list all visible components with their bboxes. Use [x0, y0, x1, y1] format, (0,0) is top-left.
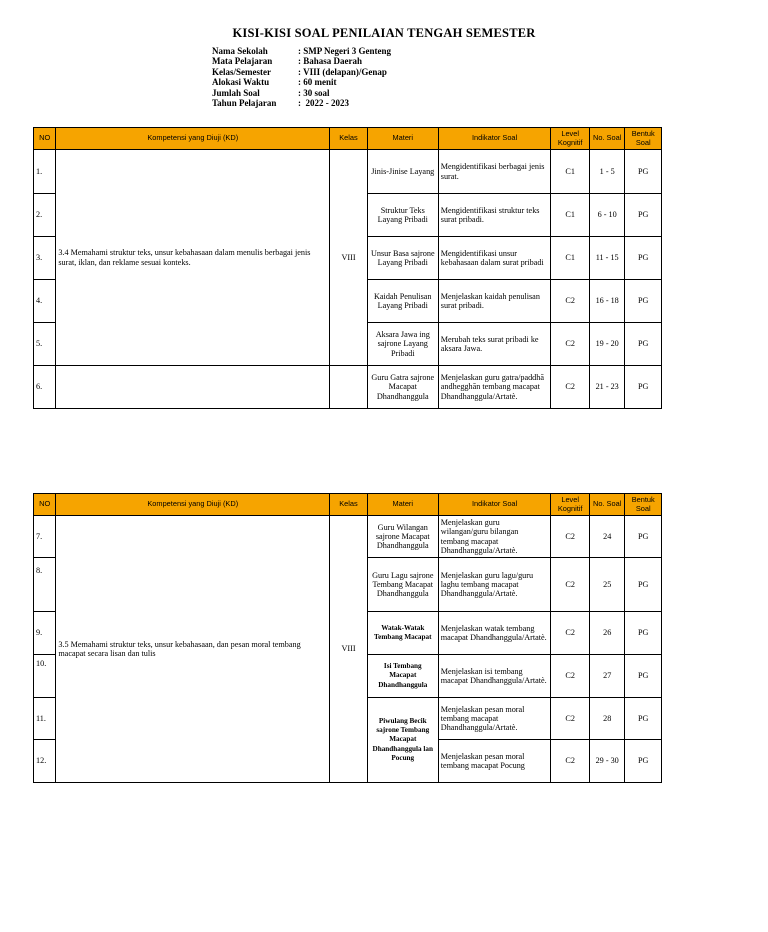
row-no: 4.	[34, 280, 56, 323]
bentuk-cell: PG	[625, 612, 662, 655]
header-kelas: Kelas	[330, 494, 368, 516]
kisi-kisi-table-2	[33, 493, 662, 783]
level-cell: C2	[551, 516, 590, 558]
header-level: Level Kognitif	[551, 494, 590, 516]
bentuk-cell: PG	[625, 366, 662, 409]
header-no: NO	[34, 494, 56, 516]
indikator-cell: Menjelaskan isi tembang macapat Dhandhanggula/Artatè.	[438, 655, 551, 698]
materi-cell: Guru Lagu sajrone Tembang Macapat Dhandhanggula	[367, 558, 438, 612]
table-row	[34, 150, 662, 194]
row-no: 8.	[34, 558, 56, 612]
bentuk-cell: PG	[625, 323, 662, 366]
level-cell: C2	[551, 612, 590, 655]
info-row	[212, 67, 391, 77]
info-value: : 60 menit	[298, 77, 337, 88]
materi-cell: Guru Wilangan sajrone Macapat Dhandhanggula	[367, 516, 438, 558]
info-label: Nama Sekolah	[212, 46, 268, 56]
row-no: 1.	[34, 150, 56, 194]
table-row	[34, 516, 662, 558]
kisi-kisi-table-1	[33, 127, 662, 409]
kelas-cell: VIII	[330, 516, 368, 783]
row-no: 5.	[34, 323, 56, 366]
no-soal-cell: 19 - 20	[589, 323, 625, 366]
document-title: KISI-KISI SOAL PENILAIAN TENGAH SEMESTER	[232, 26, 536, 40]
header-no-soal: No. Soal	[589, 128, 625, 150]
row-no: 10.	[34, 655, 56, 698]
materi-cell: Isi Tembang Macapat Dhandhanggula	[367, 655, 438, 698]
no-soal-cell: 24	[589, 516, 625, 558]
materi-cell: Struktur Teks Layang Pribadi	[367, 194, 438, 237]
header-bentuk: Bentuk Soal	[625, 494, 662, 516]
kd-cell-empty	[56, 366, 330, 409]
info-value: : Bahasa Daerah	[298, 56, 363, 67]
info-label: Jumlah Soal	[212, 87, 260, 98]
row-no: 9.	[34, 612, 56, 655]
level-cell: C2	[551, 366, 590, 409]
header-materi: Materi	[367, 494, 438, 516]
no-soal-cell: 29 - 30	[589, 740, 625, 783]
bentuk-cell: PG	[625, 655, 662, 698]
info-row	[212, 46, 391, 56]
kd-cell: 3.4 Memahami struktur teks, unsur kebahasaan dalam menulis berbagai jenis surat, iklan, dan reklame sesuai konteks.	[56, 150, 330, 366]
no-soal-cell: 16 - 18	[589, 280, 625, 323]
table-row	[34, 366, 662, 409]
bentuk-cell: PG	[625, 516, 662, 558]
materi-cell: Watak-Watak Tembang Macapat	[367, 612, 438, 655]
info-value: : SMP Negeri 3 Genteng	[298, 46, 391, 56]
header-level: Level Kognitif	[551, 128, 590, 150]
no-soal-cell: 28	[589, 698, 625, 740]
info-row	[212, 77, 391, 87]
level-cell: C2	[551, 280, 590, 323]
info-value: : VIII (delapan)/Genap	[298, 66, 387, 77]
bentuk-cell: PG	[625, 558, 662, 612]
bentuk-cell: PG	[625, 237, 662, 280]
materi-cell: Guru Gatra sajrone Macapat Dhandhanggula	[367, 366, 438, 409]
no-soal-cell: 11 - 15	[589, 237, 625, 280]
materi-cell: Piwulang Becik sajrone Tembang Macapat Dhandhanggula lan Pocung	[367, 698, 438, 783]
indikator-cell: Menjelaskan kaidah penulisan surat pribadi.	[438, 280, 551, 323]
no-soal-cell: 6 - 10	[589, 194, 625, 237]
level-cell: C1	[551, 150, 590, 194]
bentuk-cell: PG	[625, 150, 662, 194]
bentuk-cell: PG	[625, 698, 662, 740]
materi-cell: Unsur Basa sajrone Layang Pribadi	[367, 237, 438, 280]
level-cell: C2	[551, 558, 590, 612]
level-cell: C2	[551, 698, 590, 740]
header-indikator: Indikator Soal	[438, 494, 551, 516]
info-label: Mata Pelajaran	[212, 56, 273, 67]
info-label: Tahun Pelajaran	[212, 98, 277, 109]
row-no: 2.	[34, 194, 56, 237]
indikator-cell: Merubah teks surat pribadi ke aksara Jawa.	[438, 323, 551, 366]
indikator-cell: Mengidentifikasi struktur teks surat pribadi.	[438, 194, 551, 237]
info-row	[212, 98, 391, 108]
row-no: 3.	[34, 237, 56, 280]
indikator-cell: Menjelaskan watak tembang macapat Dhandhanggula/Artatè.	[438, 612, 551, 655]
info-value: : 2022 - 2023	[298, 98, 349, 109]
indikator-cell: Menjelaskan pesan moral tembang macapat Pocung	[438, 740, 551, 783]
info-value: : 30 soal	[298, 87, 330, 98]
info-label: Alokasi Waktu	[212, 77, 270, 88]
header-no: NO	[34, 128, 56, 150]
info-label: Kelas/Semester	[212, 66, 271, 77]
materi-cell: Kaidah Penulisan Layang Pribadi	[367, 280, 438, 323]
info-row	[212, 88, 391, 98]
indikator-cell: Mengidentifikasi unsur kebahasaan dalam surat pribadi	[438, 237, 551, 280]
level-cell: C1	[551, 194, 590, 237]
materi-cell: Jinis-Jinise Layang	[367, 150, 438, 194]
school-info	[212, 46, 391, 108]
indikator-cell: Mengidentifikasi berbagai jenis surat.	[438, 150, 551, 194]
level-cell: C2	[551, 740, 590, 783]
level-cell: C2	[551, 655, 590, 698]
header-indikator: Indikator Soal	[438, 128, 551, 150]
indikator-cell: Menjelaskan guru gatra/paddhā andhegghān tembang macapat Dhandhanggula/Artatè.	[438, 366, 551, 409]
header-no-soal: No. Soal	[589, 494, 625, 516]
bentuk-cell: PG	[625, 194, 662, 237]
header-row	[34, 494, 662, 516]
header-kelas: Kelas	[330, 128, 368, 150]
kd-cell: 3.5 Memahami struktur teks, unsur kebahasaan, dan pesan moral tembang macapat secara lisan dan tulis	[56, 516, 330, 783]
level-cell: C1	[551, 237, 590, 280]
kelas-cell-empty	[330, 366, 368, 409]
bentuk-cell: PG	[625, 280, 662, 323]
info-row	[212, 56, 391, 66]
row-no: 11.	[34, 698, 56, 740]
indikator-cell: Menjelaskan pesan moral tembang macapat Dhandhanggula/Artatè.	[438, 698, 551, 740]
no-soal-cell: 1 - 5	[589, 150, 625, 194]
no-soal-cell: 27	[589, 655, 625, 698]
materi-cell: Aksara Jawa ing sajrone Layang Pribadi	[367, 323, 438, 366]
row-no: 7.	[34, 516, 56, 558]
header-kd: Kompetensi yang Diuji (KD)	[56, 128, 330, 150]
no-soal-cell: 21 - 23	[589, 366, 625, 409]
bentuk-cell: PG	[625, 740, 662, 783]
row-no: 12.	[34, 740, 56, 783]
level-cell: C2	[551, 323, 590, 366]
no-soal-cell: 25	[589, 558, 625, 612]
no-soal-cell: 26	[589, 612, 625, 655]
header-kd: Kompetensi yang Diuji (KD)	[56, 494, 330, 516]
header-materi: Materi	[367, 128, 438, 150]
row-no: 6.	[34, 366, 56, 409]
kelas-cell: VIII	[330, 150, 368, 366]
header-row	[34, 128, 662, 150]
indikator-cell: Menjelaskan guru lagu/guru laghu tembang macapat Dhandhanggula/Artatè.	[438, 558, 551, 612]
indikator-cell: Menjelaskan guru wilangan/guru bilangan tembang macapat Dhandhanggula/Artatè.	[438, 516, 551, 558]
header-bentuk: Bentuk Soal	[625, 128, 662, 150]
